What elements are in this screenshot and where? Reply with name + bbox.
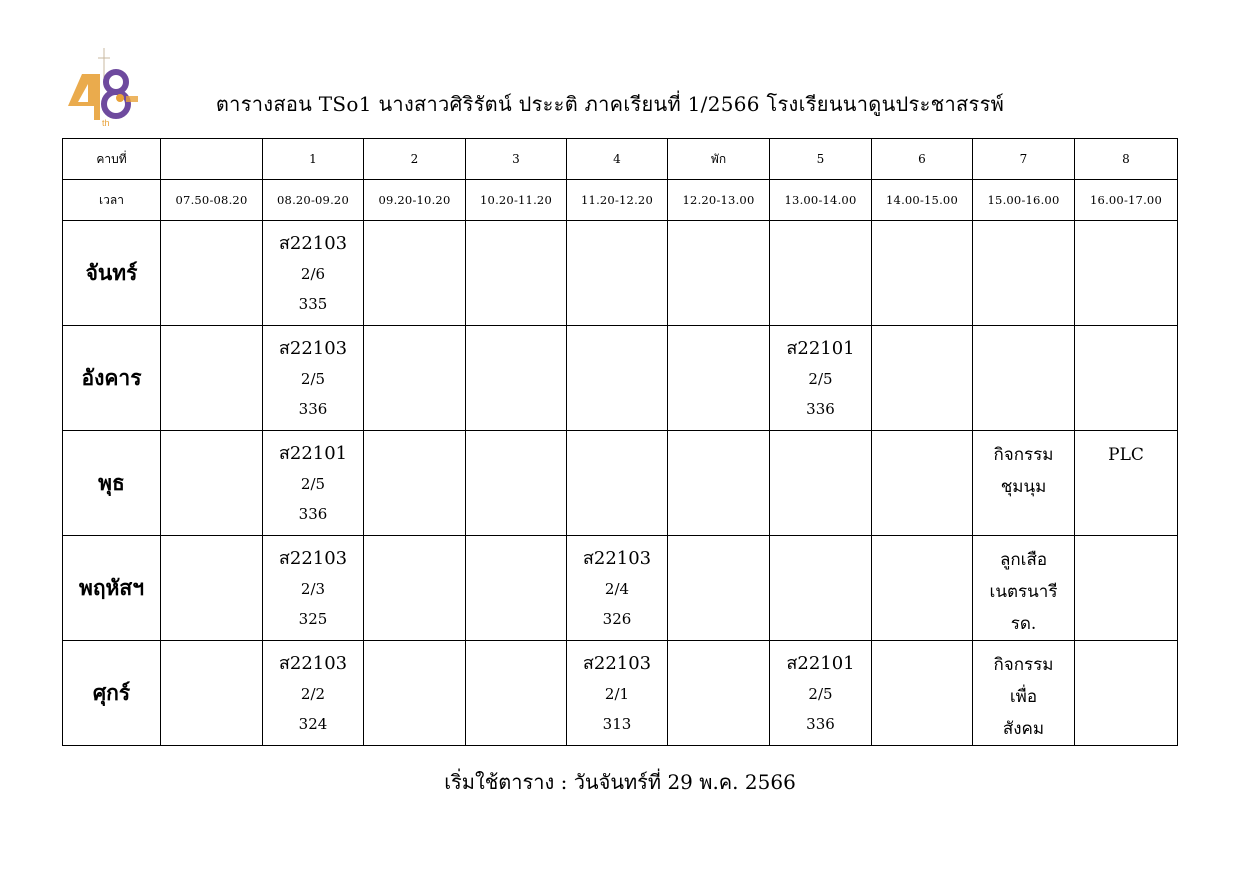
period-number: 6 bbox=[872, 139, 973, 180]
cell-content bbox=[567, 326, 667, 430]
logo-sub-text: th bbox=[102, 118, 110, 128]
cell-content bbox=[466, 431, 566, 535]
cell-content bbox=[567, 641, 667, 745]
period-number: 3 bbox=[466, 139, 567, 180]
cell-content bbox=[263, 536, 363, 640]
schedule-cell bbox=[466, 641, 567, 746]
cell-content bbox=[161, 536, 262, 640]
schedule-cell bbox=[1075, 641, 1178, 746]
cell-content bbox=[668, 326, 769, 430]
subject-code: ส22103 bbox=[278, 233, 348, 254]
subject-code: ส22103 bbox=[582, 548, 652, 569]
cell-content bbox=[364, 221, 465, 325]
schedule-cell bbox=[567, 221, 668, 326]
schedule-cell bbox=[1075, 431, 1178, 536]
schedule-cell bbox=[668, 326, 770, 431]
period-number: 5 bbox=[770, 139, 872, 180]
cell-content bbox=[668, 431, 769, 535]
cell-content bbox=[161, 326, 262, 430]
schedule-cell bbox=[973, 221, 1075, 326]
class-group: 2/3 bbox=[300, 580, 326, 598]
activity-text: รด. bbox=[1010, 614, 1037, 634]
schedule-cell bbox=[161, 431, 263, 536]
start-date-note: เริ่มใช้ตาราง : วันจันทร์ที่ 29 พ.ค. 2566 bbox=[444, 770, 796, 794]
period-header-row bbox=[63, 139, 1178, 180]
schedule-cell bbox=[161, 536, 263, 641]
class-group: 2/1 bbox=[604, 685, 630, 703]
day-row bbox=[63, 221, 1178, 326]
time-range: 09.20-10.20 bbox=[364, 180, 466, 221]
cell-content bbox=[567, 431, 667, 535]
day-name: พุธ bbox=[63, 431, 161, 536]
cell-content bbox=[1075, 326, 1177, 430]
schedule-cell bbox=[770, 536, 872, 641]
period-number: 2 bbox=[364, 139, 466, 180]
schedule-cell bbox=[1075, 536, 1178, 641]
time-range: 13.00-14.00 bbox=[770, 180, 872, 221]
time-range: 10.20-11.20 bbox=[466, 180, 567, 221]
cell-content bbox=[973, 536, 1074, 640]
class-group: 2/4 bbox=[604, 580, 630, 598]
cell-content bbox=[1075, 536, 1177, 640]
schedule-cell bbox=[263, 221, 364, 326]
cell-content bbox=[973, 431, 1074, 535]
schedule-cell bbox=[872, 326, 973, 431]
period-number: พัก bbox=[668, 139, 770, 180]
period-number: 7 bbox=[973, 139, 1075, 180]
schedule-cell bbox=[364, 641, 466, 746]
cell-content bbox=[161, 431, 262, 535]
activity-text: กิจกรรม bbox=[993, 655, 1054, 675]
time-range: 08.20-09.20 bbox=[263, 180, 364, 221]
day-name: ศุกร์ bbox=[63, 641, 161, 746]
period-number: 8 bbox=[1075, 139, 1178, 180]
room-number: 336 bbox=[298, 400, 328, 418]
schedule-cell bbox=[466, 326, 567, 431]
cell-content bbox=[567, 536, 667, 640]
schedule-cell bbox=[668, 641, 770, 746]
schedule-cell bbox=[263, 641, 364, 746]
time-range: 14.00-15.00 bbox=[872, 180, 973, 221]
cell-content bbox=[668, 221, 769, 325]
time-range: 11.20-12.20 bbox=[567, 180, 668, 221]
room-number: 324 bbox=[298, 715, 328, 733]
schedule-cell bbox=[567, 431, 668, 536]
subject-code: ส22103 bbox=[278, 338, 348, 359]
schedule-cell bbox=[263, 326, 364, 431]
cell-content bbox=[263, 326, 363, 430]
cell-content bbox=[567, 221, 667, 325]
anniversary-48th-logo bbox=[64, 44, 142, 128]
time-range: 16.00-17.00 bbox=[1075, 180, 1178, 221]
timetable bbox=[62, 138, 1178, 746]
schedule-cell bbox=[872, 431, 973, 536]
room-number: 336 bbox=[806, 715, 835, 733]
cell-content bbox=[770, 641, 871, 745]
cell-content bbox=[770, 536, 871, 640]
cell-content bbox=[1075, 641, 1177, 745]
schedule-cell bbox=[973, 431, 1075, 536]
schedule-cell bbox=[567, 641, 668, 746]
school-logo bbox=[64, 44, 142, 128]
cell-content bbox=[364, 536, 465, 640]
cell-content bbox=[770, 431, 871, 535]
cell-content bbox=[973, 221, 1074, 325]
schedule-cell bbox=[770, 326, 872, 431]
cell-content bbox=[872, 221, 972, 325]
room-number: 325 bbox=[298, 610, 328, 628]
schedule-cell bbox=[973, 326, 1075, 431]
class-group: 2/5 bbox=[300, 370, 326, 388]
activity-text: PLC bbox=[1108, 445, 1144, 465]
schedule-cell bbox=[770, 641, 872, 746]
schedule-cell bbox=[161, 326, 263, 431]
schedule-cell bbox=[567, 536, 668, 641]
period-number: 1 bbox=[263, 139, 364, 180]
activity-text: สังคม bbox=[1002, 719, 1045, 739]
schedule-cell bbox=[567, 326, 668, 431]
cell-content bbox=[872, 536, 972, 640]
cell-content bbox=[1075, 221, 1177, 325]
day-row bbox=[63, 641, 1178, 746]
cell-content bbox=[263, 221, 363, 325]
schedule-cell bbox=[973, 536, 1075, 641]
cell-content bbox=[466, 221, 566, 325]
schedule-cell bbox=[668, 221, 770, 326]
time-range: 15.00-16.00 bbox=[973, 180, 1075, 221]
schedule-cell bbox=[770, 431, 872, 536]
schedule-cell bbox=[364, 431, 466, 536]
time-range: 12.20-13.00 bbox=[668, 180, 770, 221]
activity-text: กิจกรรม bbox=[993, 445, 1054, 465]
subject-code: ส22103 bbox=[278, 548, 348, 569]
schedule-cell bbox=[872, 641, 973, 746]
class-group: 2/5 bbox=[300, 475, 326, 493]
cell-content bbox=[364, 431, 465, 535]
activity-text: ลูกเสือ bbox=[999, 550, 1048, 570]
period-number: 4 bbox=[567, 139, 668, 180]
schedule-cell bbox=[364, 221, 466, 326]
activity-text: เพื่อ bbox=[1009, 687, 1038, 707]
period-label: คาบที่ bbox=[63, 139, 161, 180]
cell-content bbox=[364, 326, 465, 430]
room-number: 335 bbox=[298, 295, 328, 313]
cell-content bbox=[872, 326, 972, 430]
schedule-cell bbox=[668, 431, 770, 536]
class-group: 2/5 bbox=[808, 685, 833, 703]
cell-content bbox=[263, 641, 363, 745]
activity-text: เนตรนารี bbox=[989, 582, 1058, 602]
cell-content bbox=[770, 221, 871, 325]
cell-content bbox=[1075, 431, 1177, 535]
cell-content bbox=[161, 641, 262, 745]
cell-content bbox=[973, 641, 1074, 745]
schedule-cell bbox=[1075, 221, 1178, 326]
schedule-cell bbox=[263, 536, 364, 641]
cell-content bbox=[466, 641, 566, 745]
subject-code: ส22101 bbox=[786, 338, 855, 359]
day-name: อังคาร bbox=[63, 326, 161, 431]
schedule-cell bbox=[466, 431, 567, 536]
schedule-cell bbox=[1075, 326, 1178, 431]
cell-content bbox=[466, 536, 566, 640]
day-name: พฤหัสฯ bbox=[63, 536, 161, 641]
day-row bbox=[63, 536, 1178, 641]
schedule-cell bbox=[466, 221, 567, 326]
class-group: 2/6 bbox=[300, 265, 326, 283]
cell-content bbox=[668, 641, 769, 745]
room-number: 326 bbox=[602, 610, 632, 628]
cell-content bbox=[973, 326, 1074, 430]
cell-content bbox=[161, 221, 262, 325]
cell-content bbox=[770, 326, 871, 430]
schedule-cell bbox=[668, 536, 770, 641]
day-name: จันทร์ bbox=[63, 221, 161, 326]
time-label: เวลา bbox=[63, 180, 161, 221]
schedule-cell bbox=[973, 641, 1075, 746]
schedule-cell bbox=[770, 221, 872, 326]
subject-code: ส22101 bbox=[278, 443, 348, 464]
schedule-cell bbox=[364, 326, 466, 431]
subject-code: ส22103 bbox=[278, 653, 348, 674]
schedule-cell bbox=[872, 536, 973, 641]
schedule-cell bbox=[364, 536, 466, 641]
period-number bbox=[161, 139, 263, 180]
day-row bbox=[63, 326, 1178, 431]
subject-code: ส22103 bbox=[582, 653, 652, 674]
cell-content bbox=[668, 536, 769, 640]
class-group: 2/2 bbox=[300, 685, 326, 703]
schedule-cell bbox=[263, 431, 364, 536]
page-title: ตารางสอน TSo1 นางสาวศิริรัตน์ ประะติ ภาคเรียนที่ 1/2566 โรงเรียนนาดูนประชาสรรพ์ bbox=[215, 92, 1005, 116]
subject-code: ส22101 bbox=[786, 653, 855, 674]
time-header-row bbox=[63, 180, 1178, 221]
cell-content bbox=[263, 431, 363, 535]
activity-text: ชุมนุม bbox=[1000, 477, 1047, 497]
cell-content bbox=[364, 641, 465, 745]
cell-content bbox=[872, 431, 972, 535]
cell-content bbox=[872, 641, 972, 745]
cell-content bbox=[466, 326, 566, 430]
schedule-cell bbox=[161, 641, 263, 746]
room-number: 336 bbox=[298, 505, 328, 523]
room-number: 336 bbox=[806, 400, 835, 418]
class-group: 2/5 bbox=[808, 370, 833, 388]
day-row bbox=[63, 431, 1178, 536]
schedule-cell bbox=[466, 536, 567, 641]
room-number: 313 bbox=[602, 715, 632, 733]
schedule-cell bbox=[872, 221, 973, 326]
time-range: 07.50-08.20 bbox=[161, 180, 263, 221]
schedule-cell bbox=[161, 221, 263, 326]
